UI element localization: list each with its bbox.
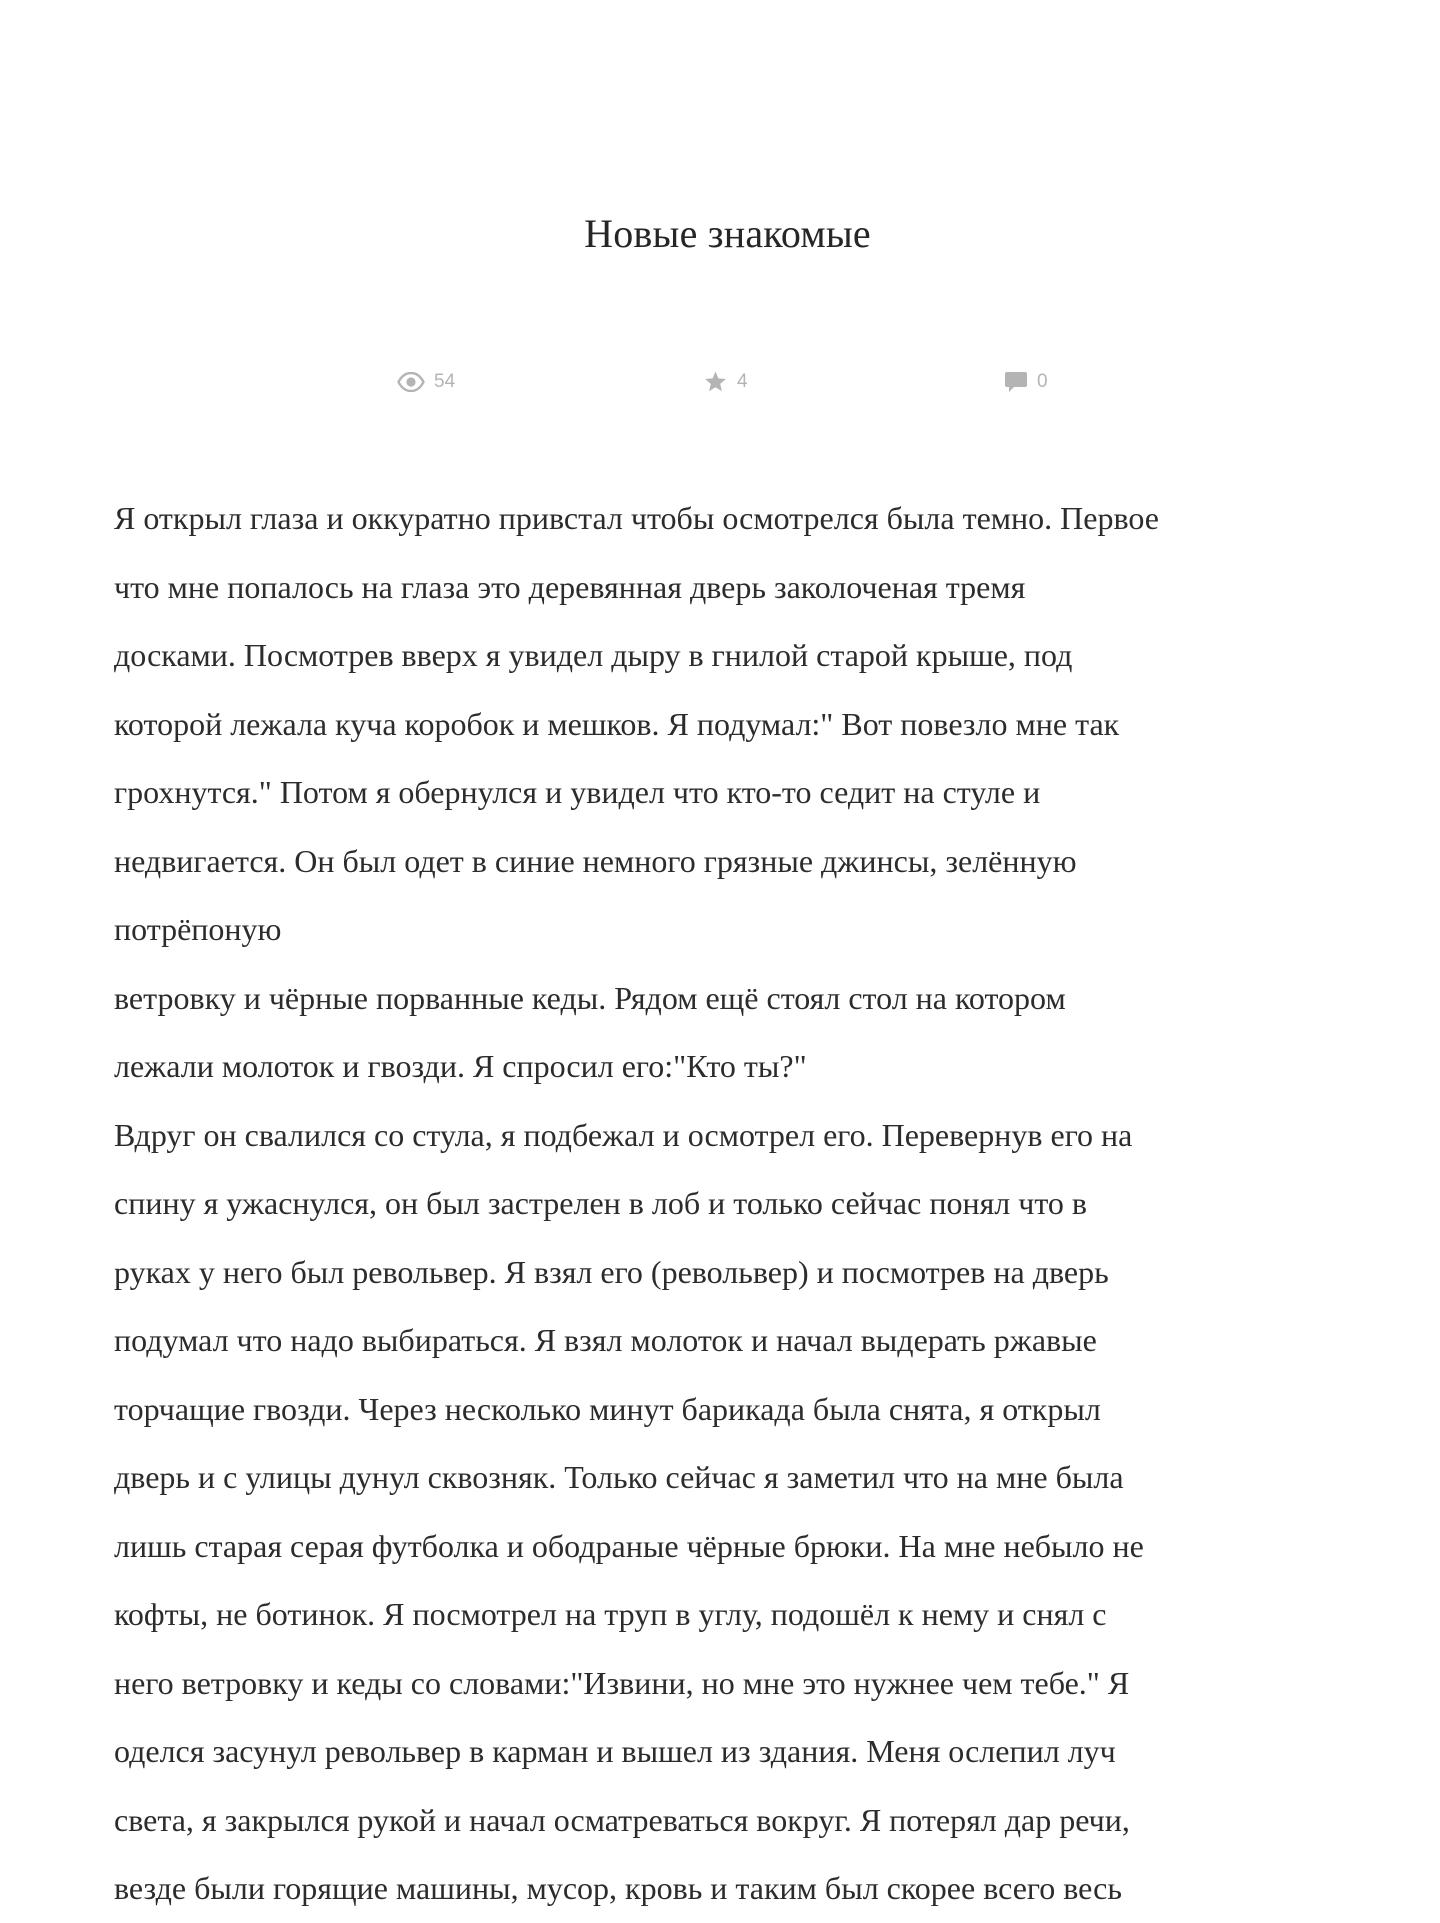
story-line: подумал что надо выбираться. Я взял молоток и начал выдерать ржавые	[114, 1322, 1097, 1358]
story-line: которой лежала куча коробок и мешков. Я подумал:" Вот повезло мне так	[114, 705, 1120, 742]
story-line: потрёпоную	[114, 911, 282, 947]
views-stat	[397, 368, 455, 396]
comments-stat	[1004, 368, 1048, 396]
story-line: света, я закрылся рукой и начал осматреваться вокруг. Я потерял дар речи,	[114, 1801, 1130, 1838]
story-line: него ветровку и кеды со словами:"Извини, но мне это нужнее чем тебе." Я	[114, 1664, 1130, 1701]
story-line: везде были горящие машины, мусор, кровь и таким был скорее всего весь	[114, 1870, 1122, 1906]
story-line: торчащие гвозди. Через несколько минут барикада была снята, я открыл	[114, 1390, 1101, 1427]
story-line: недвигается. Он был одет в синие немного грязные джинсы, зелённую	[114, 842, 1077, 879]
comments-count: 0	[1037, 371, 1048, 392]
story-line: оделся засунул револьвер в карман и вышел из здания. Меня ослепил луч	[114, 1733, 1116, 1769]
rating-count: 4	[737, 371, 748, 392]
story-line: грохнутся." Потом я обернулся и увидел что кто-то седит на стуле и	[114, 774, 1041, 810]
story-line: Вдруг он свалился со стула, я подбежал и осмотрел его. Перевернув его на	[114, 1116, 1133, 1153]
story-line: досками. Посмотрев вверх я увидел дыру в гнилой старой крыше, под	[114, 637, 1073, 673]
story-line: Я открыл глаза и оккуратно привстал чтобы осмотрелся была темно. Первое	[114, 500, 1159, 536]
story-line: дверь и с улицы дунул сквозняк. Только сейчас я заметил что на мне была	[114, 1459, 1124, 1495]
story-line: ветровку и чёрные порванные кеды. Рядом ещё стоял стол на котором	[114, 979, 1066, 1016]
story-line: кофты, не ботинок. Я посмотрел на труп в углу, подошёл к нему и снял с	[114, 1596, 1107, 1632]
rating-stat	[703, 368, 748, 396]
eye-icon	[397, 372, 425, 392]
views-count: 54	[434, 371, 456, 392]
story-line: лишь старая серая футболка и ободраные чёрные брюки. На мне небыло не	[114, 1527, 1144, 1564]
story-text	[114, 484, 1364, 1923]
story-line: лежали молоток и гвозди. Я спросил его:"Кто ты?"	[114, 1048, 807, 1084]
story-line: спину я ужаснулся, он был застрелен в лоб и только сейчас понял что в	[114, 1185, 1088, 1221]
article-title: Новые знакомые	[584, 211, 871, 256]
comment-icon	[1004, 370, 1028, 394]
star-icon	[703, 370, 728, 394]
article-stats	[0, 368, 1440, 396]
story-line: руках у него был револьвер. Я взял его (револьвер) и посмотрев на дверь	[114, 1253, 1109, 1290]
story-line: что мне попалось на глаза это деревянная дверь заколоченая тремя	[114, 568, 1026, 605]
